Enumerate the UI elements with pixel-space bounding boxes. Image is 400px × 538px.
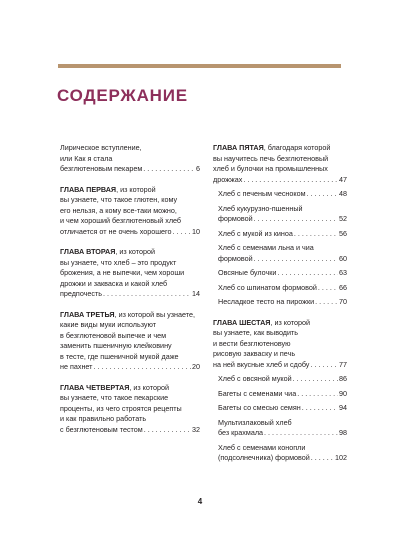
chapter-title-rest: , из которой вы узнаете, [114, 309, 195, 319]
toc-last-line [218, 374, 347, 385]
page-ref: 32 [192, 424, 200, 434]
recipe-entry[interactable] [213, 374, 347, 385]
leader-dots [302, 403, 338, 414]
leader-dots [307, 189, 338, 200]
recipe-entry[interactable] [213, 418, 347, 439]
toc-line: и как правильно работать [60, 414, 147, 423]
chapter-heading-line [60, 185, 200, 196]
toc-last-line [60, 425, 200, 436]
toc-line: вы научитесь печь безглютеновый [213, 153, 329, 163]
leader-dots [294, 229, 338, 240]
toc-line: в безглютеновой выпечке и чем [60, 330, 167, 340]
recipe-entry[interactable] [213, 443, 347, 464]
recipe-entry[interactable] [213, 204, 347, 225]
toc-last-line [218, 297, 347, 308]
recipe-entry[interactable] [213, 268, 347, 279]
toc-line: или Как я стала [60, 153, 113, 163]
toc-line: его нельзя, а кому все-таки можно, [60, 205, 177, 215]
toc-last-line [218, 229, 347, 240]
page-ref: 77 [339, 359, 347, 369]
page-ref: 10 [192, 226, 200, 236]
chapter-heading-line [213, 143, 347, 154]
leader-dots [254, 214, 338, 225]
toc-right-column [213, 143, 347, 468]
recipe-entry[interactable] [213, 403, 347, 414]
toc-last-line [60, 362, 200, 373]
toc-line: Хлеб со шпинатом формовой [218, 282, 317, 292]
toc-last-line [60, 164, 200, 175]
toc-last-line [218, 389, 347, 400]
recipe-entry[interactable] [213, 229, 347, 240]
toc-entry-chapter-5[interactable] [213, 143, 347, 185]
chapter-title: ГЛАВА ВТОРАЯ [60, 247, 116, 256]
toc-entry-chapter-3[interactable] [60, 310, 200, 373]
toc-line: Багеты с семенами чиа [218, 388, 297, 398]
toc-line: и вести безглютеновую [213, 338, 291, 348]
page-ref: 94 [339, 403, 347, 412]
toc-line: не пахнет [60, 362, 93, 371]
page-ref: 102 [335, 453, 347, 462]
chapter-title-rest: , благодаря которой [263, 143, 331, 152]
toc-last-line [218, 453, 347, 464]
toc-line: хлеб и булочки на промышленных [213, 164, 328, 173]
chapter-title: ГЛАВА ТРЕТЬЯ [60, 309, 115, 319]
leader-dots [277, 268, 338, 279]
page-ref: 48 [339, 189, 347, 198]
toc-last-line [60, 289, 200, 300]
page-ref: 63 [339, 268, 347, 277]
toc-line: какие виды муки используют [60, 320, 157, 329]
toc-line: предпочесть [60, 289, 103, 298]
toc-entry-chapter-1[interactable] [60, 185, 200, 238]
page-number: 4 [197, 497, 203, 506]
leader-dots [293, 374, 338, 385]
toc-line: Хлеб с печеным чесноком [218, 189, 306, 198]
header-rule [58, 64, 341, 68]
toc-last-line [213, 175, 347, 186]
page-ref: 90 [339, 388, 347, 398]
leader-dots [254, 254, 338, 265]
toc-last-line [218, 403, 347, 414]
toc-last-line [60, 227, 200, 238]
toc-last-line [218, 214, 347, 225]
toc-line: Хлеб с мукой из киноа [218, 228, 293, 238]
toc-line: Хлеб с семенами льна и чиа [218, 243, 314, 252]
chapter-title: ГЛАВА ЧЕТВЕРТАЯ [60, 382, 130, 392]
recipe-entry[interactable] [213, 189, 347, 200]
page-ref: 86 [339, 374, 347, 383]
page-ref: 56 [339, 228, 347, 238]
leader-dots [243, 175, 338, 186]
toc-last-line [218, 428, 347, 439]
toc-line: (подсолнечника) формовой [218, 453, 310, 462]
toc-line: Хлеб с овсяной мукой [218, 374, 292, 383]
recipe-entry[interactable] [213, 389, 347, 400]
toc-line: вы узнаете, как выводить [213, 328, 299, 337]
toc-last-line [218, 189, 347, 200]
toc-line: вы узнаете, что такое глютен, кому [60, 195, 178, 204]
chapter-title-rest: , из которой [270, 317, 311, 327]
recipe-entry[interactable] [213, 297, 347, 308]
page-ref: 60 [339, 253, 347, 263]
toc-line: на ней вкусные хлеб и сдобу [213, 359, 310, 369]
toc-entry-intro[interactable] [60, 143, 200, 175]
chapter-title-rest: , из которой [115, 247, 155, 256]
chapter-title-rest: , из которой [116, 184, 156, 194]
leader-dots [103, 289, 191, 300]
toc-entry-chapter-6[interactable] [213, 318, 347, 371]
toc-line: Лирическое вступление, [60, 143, 142, 152]
toc-line: рисовую закваску и печь [213, 349, 296, 358]
page-ref: 70 [339, 297, 347, 306]
toc-line: формовой [218, 253, 253, 263]
chapter-title: ГЛАВА ПЯТАЯ [213, 143, 264, 152]
toc-line: Хлеб кукурузно-пшенный [218, 203, 303, 213]
toc-line: Багеты со смесью семян [218, 403, 301, 412]
recipe-entry[interactable] [213, 283, 347, 294]
page-ref: 66 [339, 282, 347, 292]
leader-dots [264, 428, 338, 439]
chapter-heading-line [60, 247, 200, 258]
page-ref: 98 [339, 428, 347, 437]
leader-dots [144, 425, 191, 436]
chapter-heading-line [60, 310, 200, 321]
toc-line: безглютеновым пекарем [60, 164, 143, 173]
chapter-title: ГЛАВА ШЕСТАЯ [213, 317, 271, 327]
chapter-title-rest: , из которой [129, 382, 169, 392]
page-ref: 52 [339, 214, 347, 223]
toc-line: с безглютеновым тестом [60, 424, 143, 434]
toc-entry-chapter-4[interactable] [60, 383, 200, 436]
toc-line: вы узнаете, что такое пекарские [60, 393, 169, 402]
toc-line: Несладкое тесто на пирожки [218, 297, 315, 306]
chapter-heading-line [213, 318, 347, 329]
toc-line: без крахмала [218, 428, 264, 437]
page-ref: 6 [196, 164, 200, 173]
toc-last-line [218, 268, 347, 279]
toc-line: формовой [218, 214, 253, 223]
chapter-title: ГЛАВА ПЕРВАЯ [60, 184, 117, 194]
toc-line: и чем хороший безглютеновый хлеб [60, 216, 182, 225]
toc-last-line [218, 283, 347, 294]
toc-line: Мультизлаковый хлеб [218, 417, 292, 427]
recipe-entry[interactable] [213, 243, 347, 264]
leader-dots [315, 297, 338, 308]
toc-left-column [60, 143, 200, 445]
page-title: СОДЕРЖАНИЕ [57, 86, 188, 105]
toc-line: Хлеб с семенами конопли [218, 442, 306, 452]
leader-dots [318, 283, 338, 294]
toc-line: дрожжи и закваска и какой хлеб [60, 278, 168, 288]
toc-line: отличается от не очень хорошего [60, 226, 172, 236]
leader-dots [297, 389, 338, 400]
leader-dots [310, 360, 338, 371]
toc-last-line [213, 360, 347, 371]
page-ref: 20 [192, 362, 200, 371]
toc-line: заменить пшеничную клейковину [60, 341, 172, 350]
toc-line: Овсяные булочки [218, 268, 277, 277]
toc-last-line [218, 254, 347, 265]
toc-line: вы узнаете, что хлеб – это продукт [60, 257, 177, 267]
leader-dots [173, 227, 192, 238]
toc-line: дрожжах [213, 174, 243, 184]
leader-dots [311, 453, 334, 464]
toc-entry-chapter-2[interactable] [60, 247, 200, 300]
toc-line: в тесте, где пшеничной мукой даже [60, 351, 179, 361]
page-ref: 47 [339, 174, 347, 184]
page-ref: 14 [192, 289, 200, 298]
chapter-heading-line [60, 383, 200, 394]
leader-dots [93, 362, 191, 373]
toc-line: брожения, а не выпечки, чем хороши [60, 268, 185, 277]
toc-line: проценты, из чего строятся рецепты [60, 403, 182, 413]
leader-dots [143, 164, 195, 175]
